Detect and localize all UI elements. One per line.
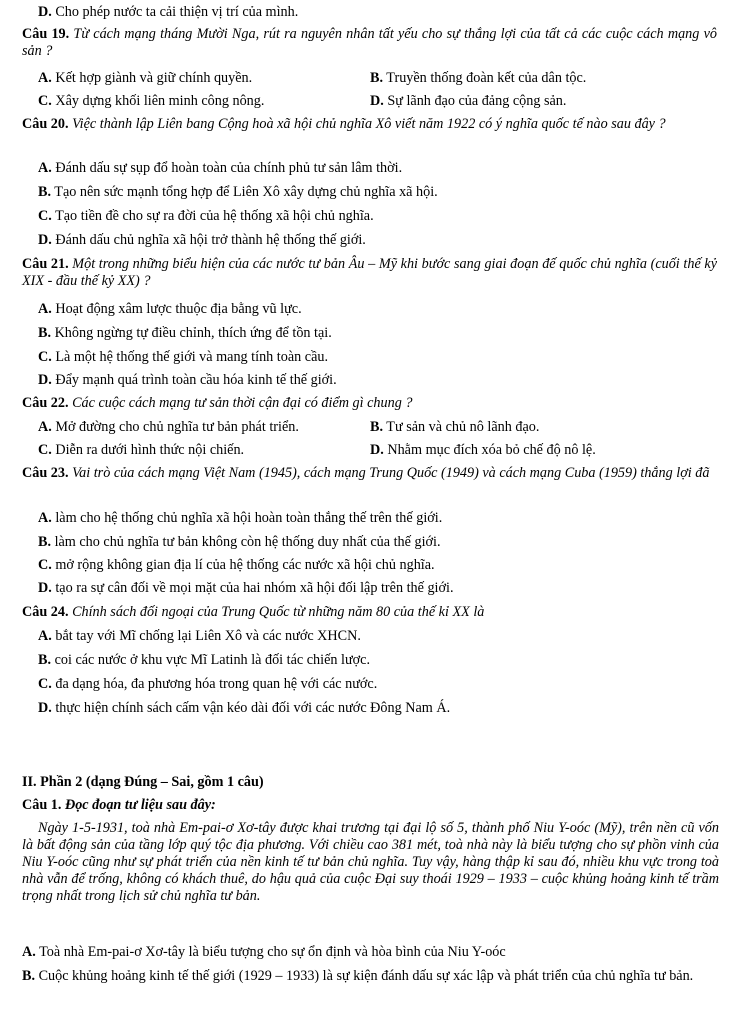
option-letter: D.	[38, 580, 52, 596]
statement-letter: A.	[22, 944, 36, 960]
statement-b[interactable]	[22, 968, 718, 985]
statement-a[interactable]	[22, 944, 506, 961]
q22-option-c[interactable]	[38, 442, 244, 459]
question-number: Câu 24.	[22, 604, 69, 620]
q20-option-d[interactable]	[38, 232, 366, 249]
option-letter: B.	[38, 325, 52, 341]
option-letter: A.	[38, 160, 52, 176]
option-letter: C.	[38, 676, 52, 692]
option-text: Đánh dấu chủ nghĩa xã hội trở thành hệ thống thế giới.	[51, 232, 366, 248]
question-text: Đọc đoạn tư liệu sau đây:	[61, 797, 216, 813]
option-text: coi các nước ở khu vực Mĩ Latinh là đối tác chiến lược.	[51, 652, 370, 668]
option-letter: C.	[38, 349, 52, 365]
option-text: Đẩy mạnh quá trình toàn cầu hóa kinh tế thế giới.	[51, 372, 337, 388]
q23-option-a[interactable]	[38, 510, 442, 527]
option-text: Cho phép nước ta cải thiện vị trí của mình.	[51, 4, 299, 20]
option-letter: D.	[370, 442, 384, 458]
question-text: Từ cách mạng tháng Mười Nga, rút ra nguyên nhân tất yếu cho sự thắng lợi của tất cả các cuộc cách mạng vô sản ?	[22, 26, 717, 59]
question-23-stem	[22, 465, 717, 482]
option-text: Nhằm mục đích xóa bỏ chế độ nô lệ.	[383, 442, 596, 458]
q23-option-d[interactable]	[38, 580, 454, 597]
option-letter: D.	[38, 4, 52, 20]
option-text: Hoạt động xâm lược thuộc địa bằng vũ lực.	[51, 301, 302, 317]
question-text: Chính sách đối ngoại của Trung Quốc từ những năm 80 của thế kỉ XX là	[68, 604, 485, 620]
question-number: Câu 1.	[22, 797, 62, 813]
option-letter: C.	[38, 557, 52, 573]
question-number: Câu 19.	[22, 26, 70, 42]
question-21-stem	[22, 256, 717, 290]
question-text: Một trong những biểu hiện của các nước tư bản Âu – Mỹ khi bước sang giai đoạn đế quốc chủ nghĩa (cuối thế kỷ XIX - đầu thế kỷ XX) ?	[22, 256, 717, 289]
option-text: Mở đường cho chủ nghĩa tư bản phát triển.	[51, 419, 299, 435]
question-text: Việc thành lập Liên bang Cộng hoà xã hội chủ nghĩa Xô viết năm 1922 có ý nghĩa quốc tế nào sau đây ?	[68, 116, 666, 132]
statement-text: Cuộc khủng hoảng kinh tế thế giới (1929 – 1933) là sự kiện đánh dấu sự xác lập và phát triển của chủ nghĩa tư bản.	[35, 968, 694, 984]
option-text: làm cho hệ thống chủ nghĩa xã hội hoàn toàn thắng thế trên thế giới.	[51, 510, 443, 526]
option-letter: C.	[38, 208, 52, 224]
option-text: Diễn ra dưới hình thức nội chiến.	[51, 442, 245, 458]
question-20-stem	[22, 116, 717, 133]
option-text: Tạo tiền đề cho sự ra đời của hệ thống xã hội chủ nghĩa.	[51, 208, 374, 224]
option-text: Kết hợp giành và giữ chính quyền.	[51, 70, 253, 86]
q22-option-b[interactable]	[370, 419, 539, 436]
source-passage: Ngày 1-5-1931, toà nhà Em-pai-ơ Xơ-tây được khai trương tại đại lộ số 5, thành phố Niu Y-oóc (Mỹ), trên nền cũ vốn là bất động sản của tầng lớp quý tộc địa phương. Với chiều cao 381 mét, toà nhà này là biểu tượng cho sự phồn vinh của Niu Y-oóc cũng như sự phát triển của nền kinh tế tư bản chủ nghĩa. Tuy vậy, hàng thập kỉ sau đó, nhiều khu vực trong toà nhà vẫn để trống, không có khách thuê, do hậu quả của cuộc Đại suy thoái 1929 – 1933 – cuộc khủng hoảng kinh tế trầm trọng nhất trong lịch sử chủ nghĩa tư bản.	[22, 820, 719, 904]
q23-option-b[interactable]	[38, 534, 441, 551]
option-letter: B.	[370, 70, 384, 86]
option-letter: B.	[38, 652, 52, 668]
option-letter: B.	[38, 534, 52, 550]
question-text: Các cuộc cách mạng tư sản thời cận đại có điểm gì chung ?	[68, 395, 413, 411]
option-letter: A.	[38, 510, 52, 526]
option-letter: D.	[370, 93, 384, 109]
option-text: thực hiện chính sách cấm vận kéo dài đối với các nước Đông Nam Á.	[51, 700, 451, 716]
option-letter: B.	[38, 184, 52, 200]
q23-option-c[interactable]	[38, 557, 435, 574]
option-text: mở rộng không gian địa lí của hệ thống các nước xã hội chủ nghĩa.	[51, 557, 435, 573]
option-letter: A.	[38, 301, 52, 317]
q19-option-b[interactable]	[370, 70, 586, 87]
q20-option-a[interactable]	[38, 160, 402, 177]
option-letter: C.	[38, 93, 52, 109]
option-letter: B.	[370, 419, 384, 435]
option-letter: A.	[38, 419, 52, 435]
q24-option-b[interactable]	[38, 652, 370, 669]
option-letter: D.	[38, 372, 52, 388]
q19-option-d[interactable]	[370, 93, 566, 110]
option-text: Xây dựng khối liên minh công nông.	[51, 93, 265, 109]
option-text: Là một hệ thống thế giới và mang tính toàn cầu.	[51, 349, 329, 365]
q20-option-b[interactable]	[38, 184, 438, 201]
q21-option-c[interactable]	[38, 349, 328, 366]
option-text: Không ngừng tự điều chỉnh, thích ứng để tồn tại.	[51, 325, 332, 341]
prev-option-d	[38, 4, 298, 21]
q21-option-b[interactable]	[38, 325, 332, 342]
statement-text: Toà nhà Em-pai-ơ Xơ-tây là biểu tượng cho sự ổn định và hòa bình của Niu Y-oóc	[35, 944, 506, 960]
q22-option-a[interactable]	[38, 419, 299, 436]
option-letter: A.	[38, 628, 52, 644]
option-text: đa dạng hóa, đa phương hóa trong quan hệ với các nước.	[51, 676, 378, 692]
q24-option-a[interactable]	[38, 628, 361, 645]
statement-letter: B.	[22, 968, 36, 984]
option-text: tạo ra sự cân đối về mọi mặt của hai nhóm xã hội đối lập trên thế giới.	[51, 580, 454, 596]
option-text: làm cho chủ nghĩa tư bản không còn hệ thống duy nhất của thế giới.	[51, 534, 441, 550]
option-text: bắt tay với Mĩ chống lại Liên Xô và các nước XHCN.	[51, 628, 361, 644]
option-letter: D.	[38, 700, 52, 716]
option-letter: C.	[38, 442, 52, 458]
option-text: Truyền thống đoàn kết của dân tộc.	[383, 70, 587, 86]
option-text: Tư sản và chủ nô lãnh đạo.	[383, 419, 540, 435]
q24-option-c[interactable]	[38, 676, 377, 693]
question-text: Vai trò của cách mạng Việt Nam (1945), cách mạng Trung Quốc (1949) và cách mạng Cuba (1959) thắng lợi đã	[68, 465, 710, 481]
part2-question-1-stem	[22, 797, 216, 814]
q19-option-c[interactable]	[38, 93, 264, 110]
q24-option-d[interactable]	[38, 700, 450, 717]
question-22-stem	[22, 395, 717, 412]
q21-option-d[interactable]	[38, 372, 337, 389]
option-text: Tạo nên sức mạnh tổng hợp để Liên Xô xây dựng chủ nghĩa xã hội.	[51, 184, 438, 200]
question-number: Câu 21.	[22, 256, 69, 272]
question-24-stem	[22, 604, 717, 621]
q20-option-c[interactable]	[38, 208, 374, 225]
part2-heading: II. Phần 2 (dạng Đúng – Sai, gồm 1 câu)	[22, 774, 264, 790]
question-number: Câu 22.	[22, 395, 69, 411]
q21-option-a[interactable]	[38, 301, 302, 318]
q22-option-d[interactable]	[370, 442, 596, 459]
question-19-stem	[22, 26, 717, 60]
question-number: Câu 20.	[22, 116, 69, 132]
option-text: Đánh dấu sự sụp đổ hoàn toàn của chính phủ tư sản lâm thời.	[51, 160, 403, 176]
question-number: Câu 23.	[22, 465, 69, 481]
option-text: Sự lãnh đạo của đảng cộng sản.	[383, 93, 567, 109]
option-letter: D.	[38, 232, 52, 248]
option-letter: A.	[38, 70, 52, 86]
q19-option-a[interactable]	[38, 70, 252, 87]
